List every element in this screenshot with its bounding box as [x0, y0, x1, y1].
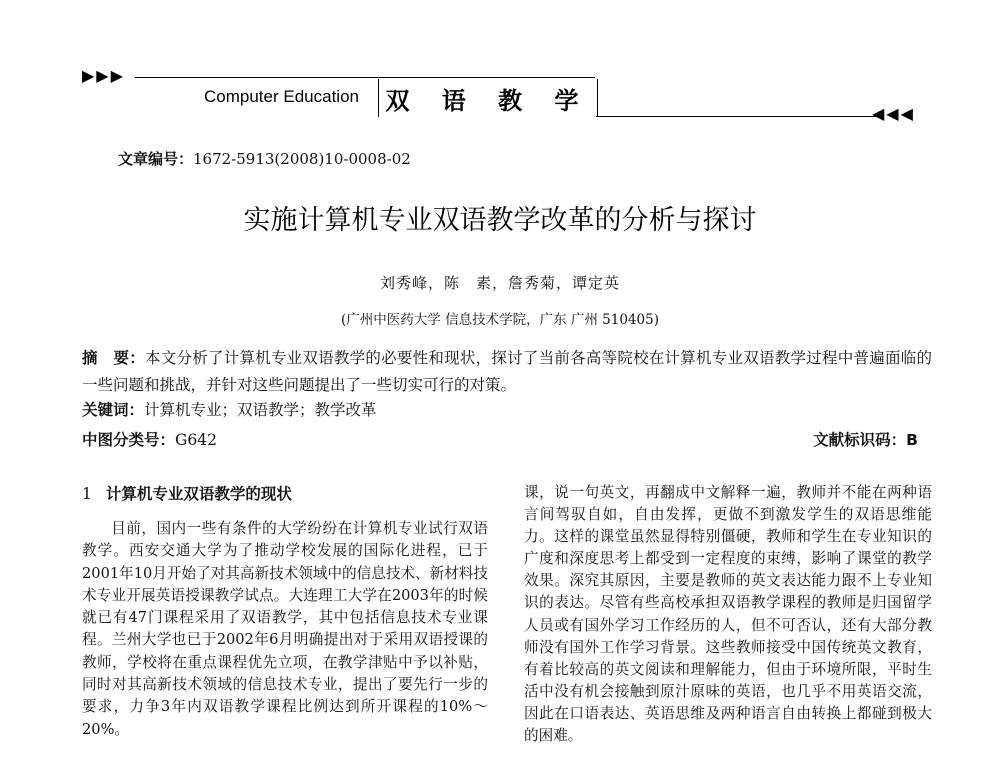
keywords-label: 关键词： — [82, 401, 145, 419]
classification-value: G642 — [175, 431, 217, 449]
right-column-paragraph: 课，说一句英文，再翻成中文解释一遍，教师并不能在两种语言间驾驭自如，自由发挥，更做不到激发学生的双语思维能力。这样的课堂虽然显得特别僵硬，教师和学生在专业知识的广度和深度思考上都受到一定程度的束缚，影响了课堂的教学效果。深究其原因，主要是教师的英文表达能力跟不上专业知识的表达。尽管有些高校承担双语教学课程的教师是归国留学人员或有国外学习工作经历的人，但不可否认，还有大部分教师没有国外工作学习背景。这些教师接受中国传统英文教育，有着比较高的英文阅读和理解能力，但由于环境所限，平时生活中没有机会接触到原汁原味的英语，也几乎不用英语交流，因此在口语表达、英语思维及两种语言自由转换上都碰到极大的困难。 — [524, 484, 932, 745]
header-right-arrows: ◀◀◀ — [872, 104, 915, 123]
header-left-arrows: ▶▶▶ — [82, 66, 125, 85]
classification-label: 中图分类号： — [82, 431, 176, 449]
section-number: 1 — [82, 485, 92, 503]
document-code — [813, 428, 918, 450]
journal-name: Computer Education — [204, 87, 359, 106]
section-title: 计算机专业双语教学的现状 — [105, 485, 292, 503]
keywords — [82, 398, 377, 420]
section-heading — [82, 482, 292, 504]
article-number-label: 文章编号： — [118, 150, 194, 168]
authors: 刘秀峰，陈 素，詹秀菊，谭定英 — [379, 274, 620, 292]
header-rule-top — [135, 77, 595, 78]
paper-title: 实施计算机专业双语教学改革的分析与探讨 — [243, 205, 757, 236]
article-number-value: 1672-5913(2008)10-0008-02 — [193, 150, 411, 168]
section-label-box — [378, 79, 598, 117]
document-code-label: 文献标识码： — [813, 431, 907, 449]
article-number — [118, 148, 411, 169]
affiliation: (广州中医药大学 信息技术学院，广东 广州 510405) — [341, 312, 659, 328]
section-label: 双 语 教 学 — [385, 86, 591, 115]
abstract-text: 本文分析了计算机专业双语教学的必要性和现状，探讨了当前各高等院校在计算机专业双语教学过程中普遍面临的一些问题和挑战，并针对这些问题提出了一些切实可行的对策。 — [82, 349, 932, 394]
keywords-text: 计算机专业；双语教学；教学改革 — [144, 401, 377, 419]
document-code-value: B — [906, 431, 918, 449]
abstract-label: 摘 要： — [82, 349, 145, 367]
classification-number — [82, 428, 217, 450]
left-column — [82, 518, 488, 741]
abstract — [82, 345, 932, 399]
header-rule-bottom — [596, 116, 876, 117]
left-paragraph: 目前，国内一些有条件的大学纷纷在计算机专业试行双语教学。西安交通大学为了推动学校发展的国际化进程，已于2001年10月开始了对其高新技术领域中的信息技术、新材料技术专业开展英语授课教学试点。大连理工大学在2003年的时候就已有47门课程采用了双语教学，其中包括信息技术专业课程。兰州大学也已于2002年6月明确提出对于采用双语授课的教师，学校将在重点课程优先立项，在教学津贴中予以补贴，同时对其高新技术领域的信息技术专业，提出了要先行一步的要求，力争3年内双语教学课程比例达到所开课程的10%～20%。 — [82, 520, 488, 738]
